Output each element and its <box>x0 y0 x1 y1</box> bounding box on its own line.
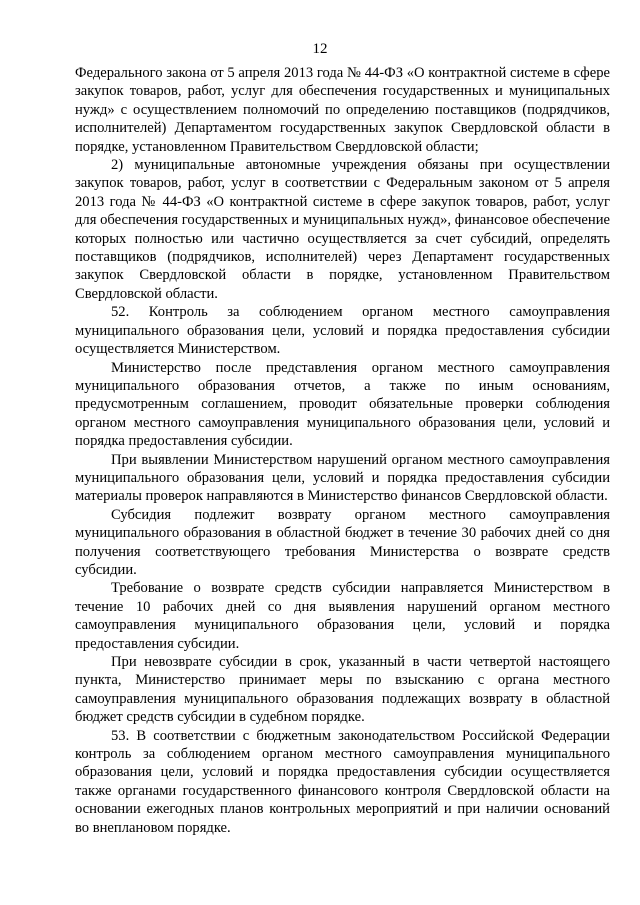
paragraph-violations: При выявлении Министерством нарушений органом местного самоуправления муниципального образования цели, условий и порядка предоставления субсидии материалы проверок направляются в Министерство финансов Свердловской области. <box>75 451 610 505</box>
paragraph-subsidy-return: Субсидия подлежит возврату органом местного самоуправления муниципального образования в областной бюджет в течение 30 рабочих дней со дня получения соответствующего требования Министерства о возврате средств субсидии. <box>75 506 610 578</box>
paragraph-item-2: 2) муниципальные автономные учреждения обязаны при осуществлении закупок товаров, работ, услуг в соответствии с Федеральным законом от 5 апреля 2013 года № 44-ФЗ «О контрактной системе в сфере закупок товаров, работ, услуг для обеспечения государственных и муниципальных нужд», финансовое обеспечение которых полностью или частично осуществляется за счет субсидий, определять поставщиков (подрядчиков, исполнителей) через Департамент государственных закупок Свердловской области в порядке, установленном Правительством Свердловской области. <box>75 157 610 302</box>
paragraph-clause-52: 52. Контроль за соблюдением органом местного самоуправления муниципального образования цели, условий и порядка предоставления субсидии осуществляется Министерством. <box>75 304 610 358</box>
paragraph-return-requirement: Требование о возврате средств субсидии направляется Министерством в течение 10 рабочих дней со дня выявления нарушений органом местного самоуправления муниципального образования цели, условий и порядка предоставления субсидии. <box>75 580 610 652</box>
document-body <box>75 64 610 837</box>
paragraph-ministry-checks: Министерство после представления органом местного самоуправления муниципального образования отчетов, а также по иным основаниям, предусмотренным соглашением, проводит обязательные проверки соблюдения органом местного самоуправления муниципального образования цели, условий и порядка предоставления субсидии. <box>75 359 610 450</box>
paragraph-clause-53: 53. В соответствии с бюджетным законодательством Российской Федерации контроль за соблюдением органом местного самоуправления муниципального образования цели, условий и порядка предоставления субсидии осуществляется также органами государственного финансового контроля Свердловской области на основании ежегодных планов контрольных мероприятий и при наличии оснований во внеплановом порядке. <box>75 727 610 836</box>
page-number: 12 <box>312 41 328 57</box>
paragraph-continuation: Федерального закона от 5 апреля 2013 года № 44-ФЗ «О контрактной системе в сфере закупок товаров, работ, услуг для обеспечения государственных и муниципальных нужд» с осуществлением полномочий по определению поставщиков (подрядчиков, исполнителей) Департаментом государственных закупок Свердловской области в порядке, установленном Правительством Свердловской области; <box>75 65 610 155</box>
paragraph-non-return: При невозврате субсидии в срок, указанный в части четвертой настоящего пункта, Министерство принимает меры по взысканию с органа местного самоуправления муниципального образования подлежащих возврату в областной бюджет средств субсидии в судебном порядке. <box>75 654 610 726</box>
